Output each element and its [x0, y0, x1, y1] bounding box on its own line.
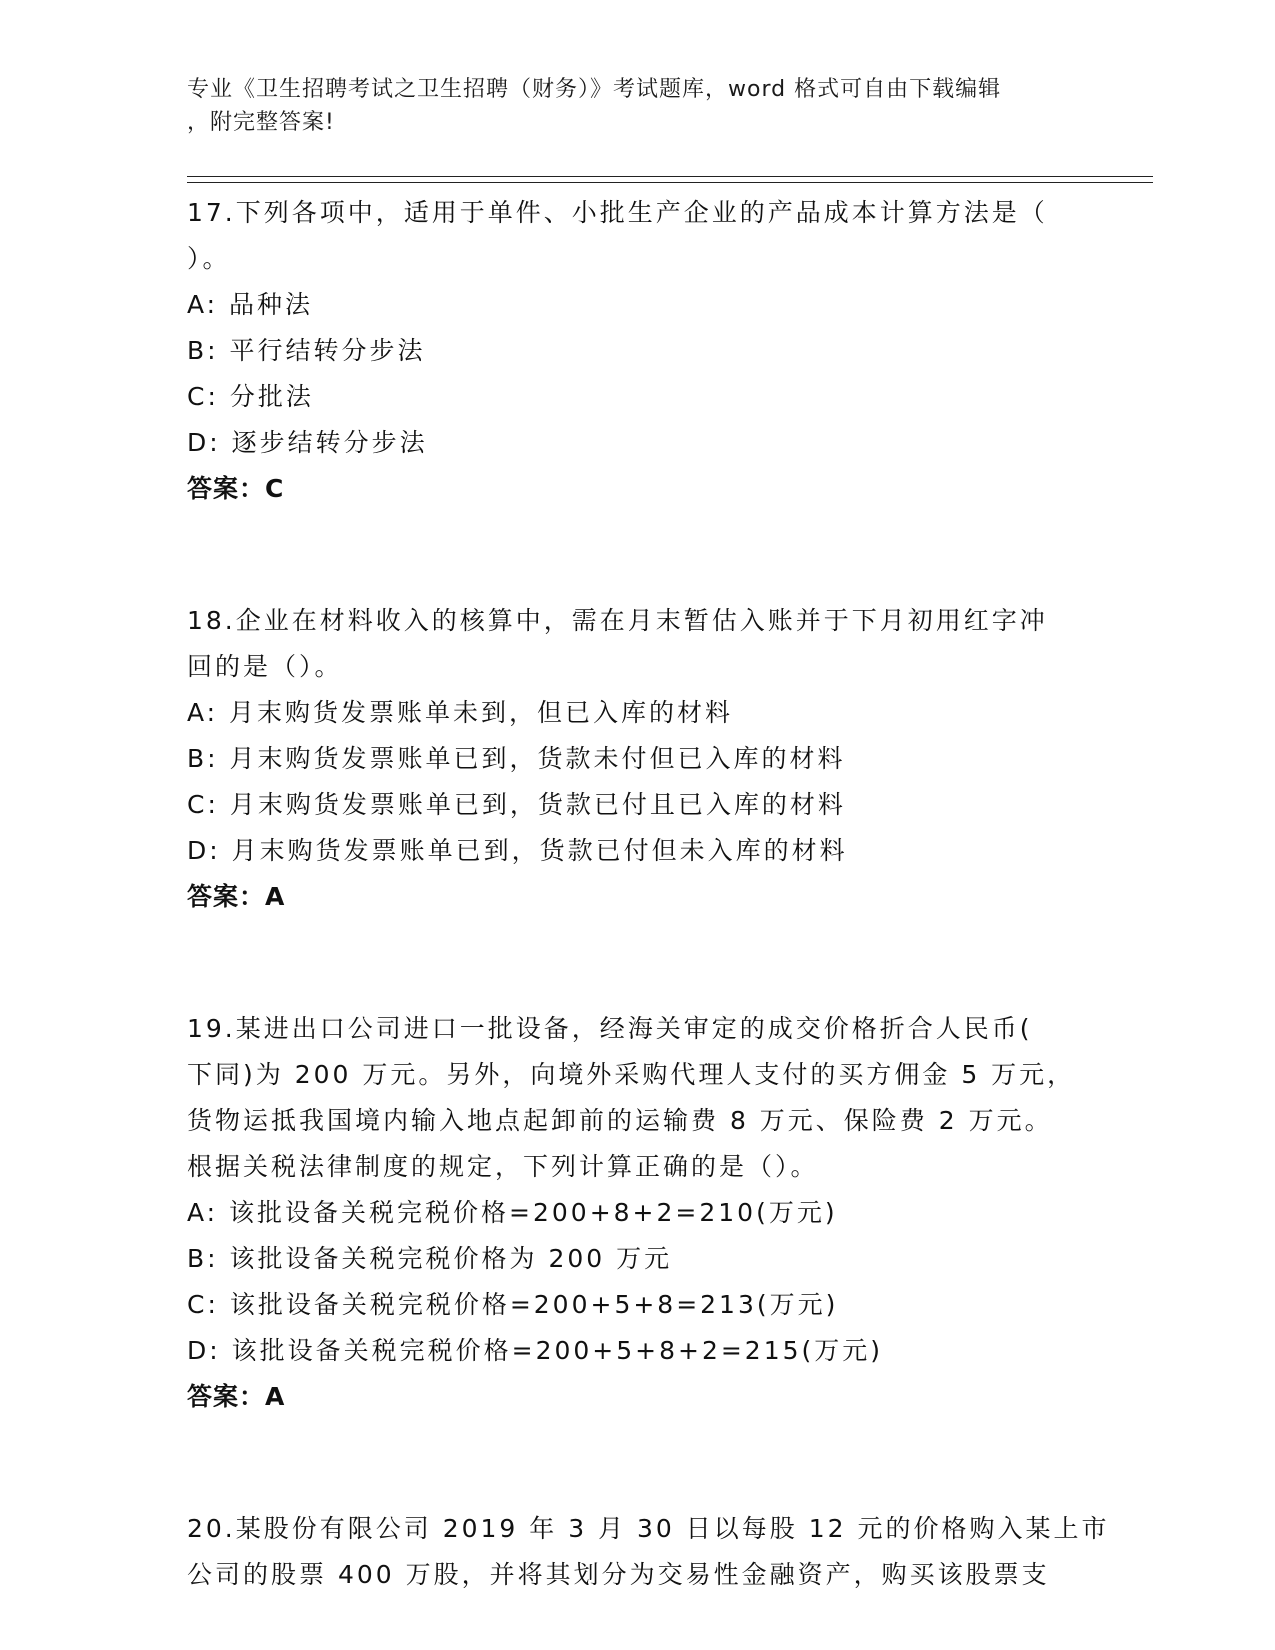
option-b: B: 平行结转分步法: [187, 336, 426, 365]
spacer: [187, 920, 1087, 1006]
option-b: B: 月末购货发票账单已到，货款未付但已入库的材料: [187, 744, 846, 773]
option-a: A: 该批设备关税完税价格=200+8+2=210(万元): [187, 1198, 838, 1227]
question-list: [187, 190, 1110, 1598]
option-a: A: 品种法: [187, 290, 314, 319]
header-divider-top: [187, 176, 1153, 177]
question-stem-line: ）。: [187, 244, 231, 273]
header-line-1: 专业《卫生招聘考试之卫生招聘（财务）》考试题库，word 格式可自由下载编辑: [187, 77, 1002, 102]
question-stem-line: 18.企业在材料收入的核算中，需在月末暂估入账并于下月初用红字冲: [187, 606, 1048, 635]
question-stem-line: 20.某股份有限公司 2019 年 3 月 30 日以每股 12 元的价格购入某上市: [187, 1514, 1110, 1543]
question-stem-line: 17.下列各项中，适用于单件、小批生产企业的产品成本计算方法是（: [187, 198, 1048, 227]
spacer: [187, 512, 1087, 598]
question-18: [187, 598, 1087, 920]
question-stem-line: 根据关税法律制度的规定，下列计算正确的是（）。: [187, 1152, 819, 1181]
header-divider-bottom: [187, 182, 1153, 183]
question-19: [187, 1006, 1087, 1420]
question-stem-line: 19.某进出口公司进口一批设备，经海关审定的成交价格折合人民币(: [187, 1014, 1033, 1043]
question-17: [187, 190, 1087, 512]
question-stem-line: 回的是（）。: [187, 652, 343, 681]
answer: 答案：C: [187, 474, 285, 503]
option-b: B: 该批设备关税完税价格为 200 万元: [187, 1244, 673, 1273]
answer: 答案：A: [187, 882, 286, 911]
question-20: [187, 1506, 1110, 1598]
option-c: C: 该批设备关税完税价格=200+5+8=213(万元): [187, 1290, 839, 1319]
option-c: C: 分批法: [187, 382, 314, 411]
spacer: [187, 1420, 1087, 1506]
header-line-2: ，附完整答案!: [187, 110, 335, 135]
answer: 答案：A: [187, 1382, 286, 1411]
document-header: [187, 73, 1067, 139]
question-stem-line: 货物运抵我国境内输入地点起卸前的运输费 8 万元、保险费 2 万元。: [187, 1106, 1053, 1135]
option-c: C: 月末购货发票账单已到，货款已付且已入库的材料: [187, 790, 846, 819]
question-stem-line: 公司的股票 400 万股，并将其划分为交易性金融资产，购买该股票支: [187, 1560, 1050, 1589]
question-stem-line: 下同)为 200 万元。另外，向境外采购代理人支付的买方佣金 5 万元，: [187, 1060, 1076, 1089]
option-d: D: 该批设备关税完税价格=200+5+8+2=215(万元): [187, 1336, 884, 1365]
option-d: D: 月末购货发票账单已到，货款已付但未入库的材料: [187, 836, 848, 865]
option-d: D: 逐步结转分步法: [187, 428, 428, 457]
option-a: A: 月末购货发票账单未到，但已入库的材料: [187, 698, 734, 727]
